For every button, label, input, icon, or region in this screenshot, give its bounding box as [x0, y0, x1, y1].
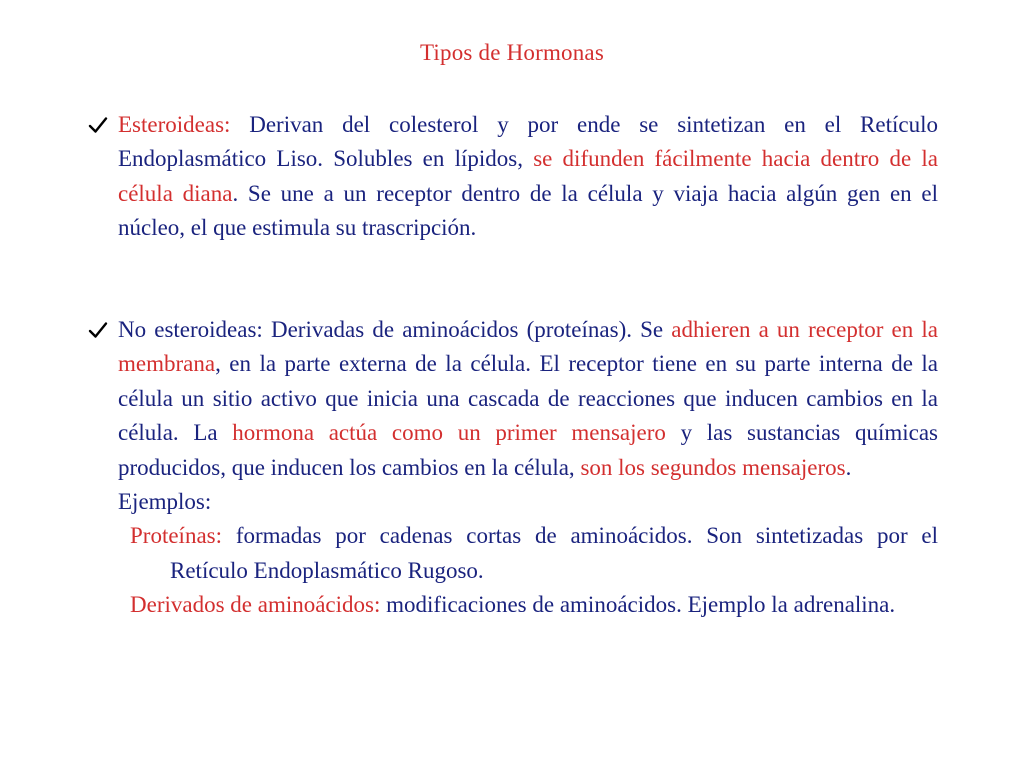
example-term: Derivados de aminoácidos: [130, 592, 381, 618]
bullet-no-esteroideas [118, 313, 938, 623]
bullet2-highlight-a: adhieren a un receptor en la membrana [118, 317, 938, 377]
bullet2-text-c: y las sustancias químicas producidos, que inducen los cambios en la célula, [118, 420, 938, 480]
term-no-esteroideas: No esteroideas: [118, 317, 263, 342]
bullet2-text-a: Derivadas de aminoácidos (proteínas). Se [270, 317, 672, 342]
bullet2-text-d: . [845, 454, 852, 480]
example-text: formadas por cadenas cortas de aminoácidos. Son sintetizadas por el Retículo Endoplasmático Rugoso. [170, 523, 938, 583]
bullet1-text-b: . Se une a un receptor dentro de la célula y viaja hacia algún gen en el núcleo, el que estimula su trascripción. [118, 180, 938, 241]
example-text: modificaciones de aminoácidos. Ejemplo la adrenalina. [386, 592, 896, 618]
example-term: Proteínas: [130, 523, 222, 549]
example-derivados [130, 588, 938, 622]
checkmark-icon [84, 313, 112, 347]
checkmark-icon [84, 108, 112, 142]
bullet1-text-a: Derivan del colesterol y por ende se sintetizan en el Retículo Endoplasmático Liso. Solubles en lípidos, [118, 112, 938, 172]
bullet1-highlight: se difunden fácilmente hacia dentro de la célula diana [118, 146, 938, 206]
bullet2-text-b: , en la parte externa de la célula. El receptor tiene en su parte interna de la célula un sitio activo que inicia una cascada de reacciones que inducen cambios en la célula. La [118, 351, 938, 446]
bullet-esteroideas [118, 108, 938, 246]
examples-label: Ejemplos: [118, 489, 212, 515]
bullet2-highlight-c: son los segundos mensajeros [580, 454, 846, 480]
term-esteroideas: Esteroideas: [118, 112, 231, 137]
example-proteinas [130, 519, 938, 588]
slide-title: Tipos de Hormonas [419, 40, 604, 65]
bullet2-highlight-b: hormona actúa como un primer mensajero [232, 420, 666, 446]
